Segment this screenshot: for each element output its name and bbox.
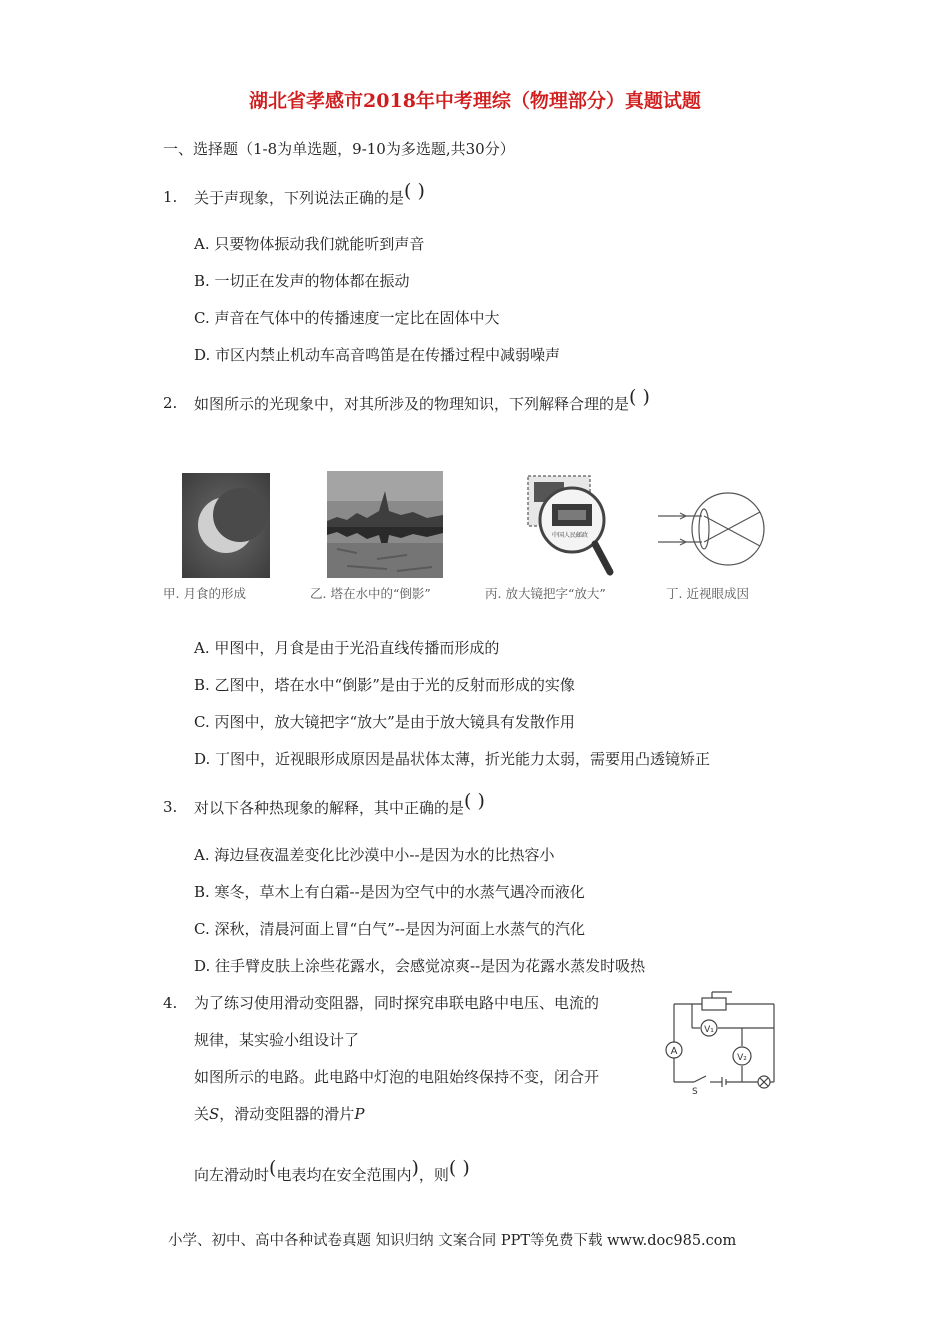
q3-option-b: B. 寒冬，草木上有白霜--是因为空气中的水蒸气遇冷而液化 bbox=[194, 883, 585, 901]
q1-option-d: D. 市区内禁止机动车高音鸣笛是在传播过程中减弱噪声 bbox=[194, 346, 561, 364]
q3-option-a: A. 海边昼夜温差变化比沙漠中小--是因为水的比热容小 bbox=[194, 846, 555, 864]
q4-line-5-part-b: 电表均在安全范围内 bbox=[276, 1166, 412, 1184]
q1-stem-text: 关于声现象，下列说法正确的是 bbox=[194, 189, 405, 207]
q4-line-1: 为了练习使用滑动变阻器，同时探究串联电路中电压、电流的 bbox=[194, 994, 600, 1012]
q1-answer-paren: ( ) bbox=[404, 180, 425, 202]
switch-label: S bbox=[692, 1087, 698, 1096]
figure-moon-eclipse bbox=[182, 473, 270, 578]
figure-circuit-diagram bbox=[662, 988, 784, 1096]
voltmeter-1-label: V₁ bbox=[704, 1025, 714, 1035]
q3-stem bbox=[194, 790, 485, 818]
figure-tower-reflection bbox=[327, 471, 443, 578]
q2-option-a: A. 甲图中，月食是由于光沿直线传播而形成的 bbox=[194, 639, 500, 657]
q4-line-5-part-a: 向左滑动时 bbox=[194, 1166, 270, 1184]
q4-line-2: 规律，某实验小组设计了 bbox=[194, 1031, 360, 1049]
figure-magnifier-stamp bbox=[518, 474, 618, 580]
q3-number: 3. bbox=[163, 798, 178, 816]
q4-answer-paren: ( ) bbox=[448, 1157, 470, 1179]
q2-answer-paren: ( ) bbox=[629, 386, 650, 408]
figure-myopia-diagram bbox=[656, 488, 774, 570]
q4-switch-symbol: S bbox=[209, 1105, 220, 1123]
q4-slider-symbol: P bbox=[354, 1105, 365, 1123]
q4-number: 4. bbox=[163, 994, 178, 1012]
q4-line-4-part-a: 关 bbox=[194, 1105, 210, 1123]
q2-stem-text: 如图所示的光现象中，对其所涉及的物理知识，下列解释合理的是 bbox=[194, 395, 630, 413]
q3-option-d: D. 往手臂皮肤上涂些花露水，会感觉凉爽--是因为花露水蒸发时吸热 bbox=[194, 957, 646, 975]
q2-option-c: C. 丙图中，放大镜把字“放大”是由于放大镜具有发散作用 bbox=[194, 713, 575, 731]
q4-left-paren: ( bbox=[269, 1157, 277, 1179]
caption-yi: 乙. 塔在水中的“倒影” bbox=[310, 586, 431, 601]
caption-jia: 甲. 月食的形成 bbox=[163, 586, 246, 601]
q3-option-c: C. 深秋，清晨河面上冒“白气”--是因为河面上水蒸气的汽化 bbox=[194, 920, 585, 938]
q4-right-paren: ) bbox=[411, 1157, 419, 1179]
q3-answer-paren: ( ) bbox=[464, 790, 485, 812]
caption-bing: 丙. 放大镜把字“放大” bbox=[485, 586, 606, 601]
page-footer: 小学、初中、高中各种试卷真题 知识归纳 文案合同 PPT等免费下载 www.doc985.com bbox=[168, 1233, 737, 1249]
q1-number: 1. bbox=[163, 188, 178, 206]
q2-option-b: B. 乙图中，塔在水中“倒影”是由于光的反射而形成的实像 bbox=[194, 676, 575, 694]
q2-stem bbox=[194, 386, 650, 414]
voltmeter-2-label: V₂ bbox=[737, 1053, 747, 1063]
q4-line-3: 如图所示的电路。此电路中灯泡的电阻始终保持不变，闭合开 bbox=[194, 1068, 600, 1086]
document-title: 湖北省孝感市2018年中考理综（物理部分）真题试题 bbox=[249, 90, 701, 112]
q4-line-5-part-c: ，则 bbox=[418, 1166, 449, 1184]
q4-line-4 bbox=[194, 1104, 364, 1124]
q2-option-d: D. 丁图中，近视眼形成原因是晶状体太薄，折光能力太弱，需要用凸透镜矫正 bbox=[194, 750, 711, 768]
ammeter-label: A bbox=[670, 1046, 678, 1057]
q4-line-4-part-b: ，滑动变阻器的滑片 bbox=[219, 1105, 355, 1123]
q2-number: 2. bbox=[163, 394, 178, 412]
q1-option-a: A. 只要物体振动我们就能听到声音 bbox=[194, 235, 425, 253]
caption-ding: 丁. 近视眼成因 bbox=[666, 586, 749, 601]
q1-option-b: B. 一切正在发声的物体都在振动 bbox=[194, 272, 410, 290]
q1-option-c: C. 声音在气体中的传播速度一定比在固体中大 bbox=[194, 309, 500, 327]
q1-stem bbox=[194, 180, 425, 208]
stamp-text: 中国人民邮政 bbox=[552, 532, 589, 539]
q3-stem-text: 对以下各种热现象的解释，其中正确的是 bbox=[194, 799, 465, 817]
section-heading: 一、选择题（1-8为单选题，9-10为多选题,共30分） bbox=[163, 140, 515, 158]
q4-line-5 bbox=[194, 1157, 470, 1185]
